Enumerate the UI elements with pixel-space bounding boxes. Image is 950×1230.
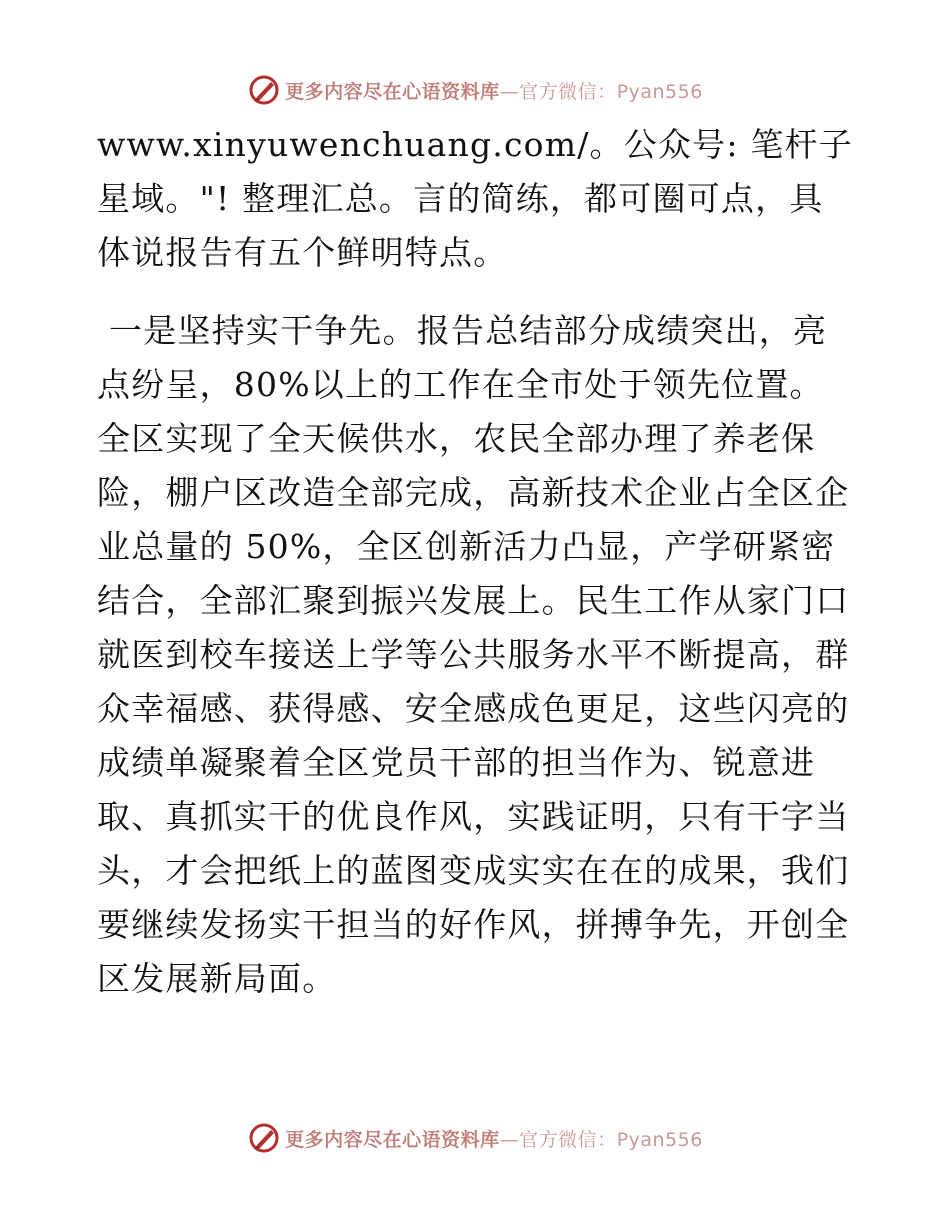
document-body: [97, 118, 857, 1006]
header-banner: [0, 72, 950, 108]
pen-logo-icon: [247, 1121, 281, 1155]
banner-title: 更多内容尽在心语资料库—官方微信：Pyan556: [285, 80, 703, 103]
banner-title: 更多内容尽在心语资料库—官方微信：Pyan556: [285, 1128, 703, 1151]
pen-logo-icon: [247, 73, 281, 107]
paragraph-intro: www.xinyuwenchuang.com/。公众号: 笔杆子星域。"! 整理汇总。言的简练，都可圈可点，具体说报告有五个鲜明特点。: [97, 125, 853, 272]
paragraph-point-one: 一是坚持实干争先。报告总结部分成绩突出，亮点纷呈，80%以上的工作在全市处于领先位置。全区实现了全天候供水，农民全部办理了养老保险，棚户区改造全部完成，高新技术企业占全区企业总量的 50%，全区创新活力凸显，产学研紧密结合，全部汇聚到振兴发展上。民生工作从家门口就医到校车接送上学等公共服务水平不断提高，群众幸福感、获得感、安全感成色更足，这些闪亮的成绩单凝聚着全区党员干部的担当作为、锐意进取、真抓实干的优良作风，实践证明，只有干字当头，才会把纸上的蓝图变成实实在在的成果，我们要继续发扬实干担当的好作风，拼搏争先，开创全区发展新局面。: [97, 311, 850, 998]
footer-banner: [0, 1120, 950, 1156]
